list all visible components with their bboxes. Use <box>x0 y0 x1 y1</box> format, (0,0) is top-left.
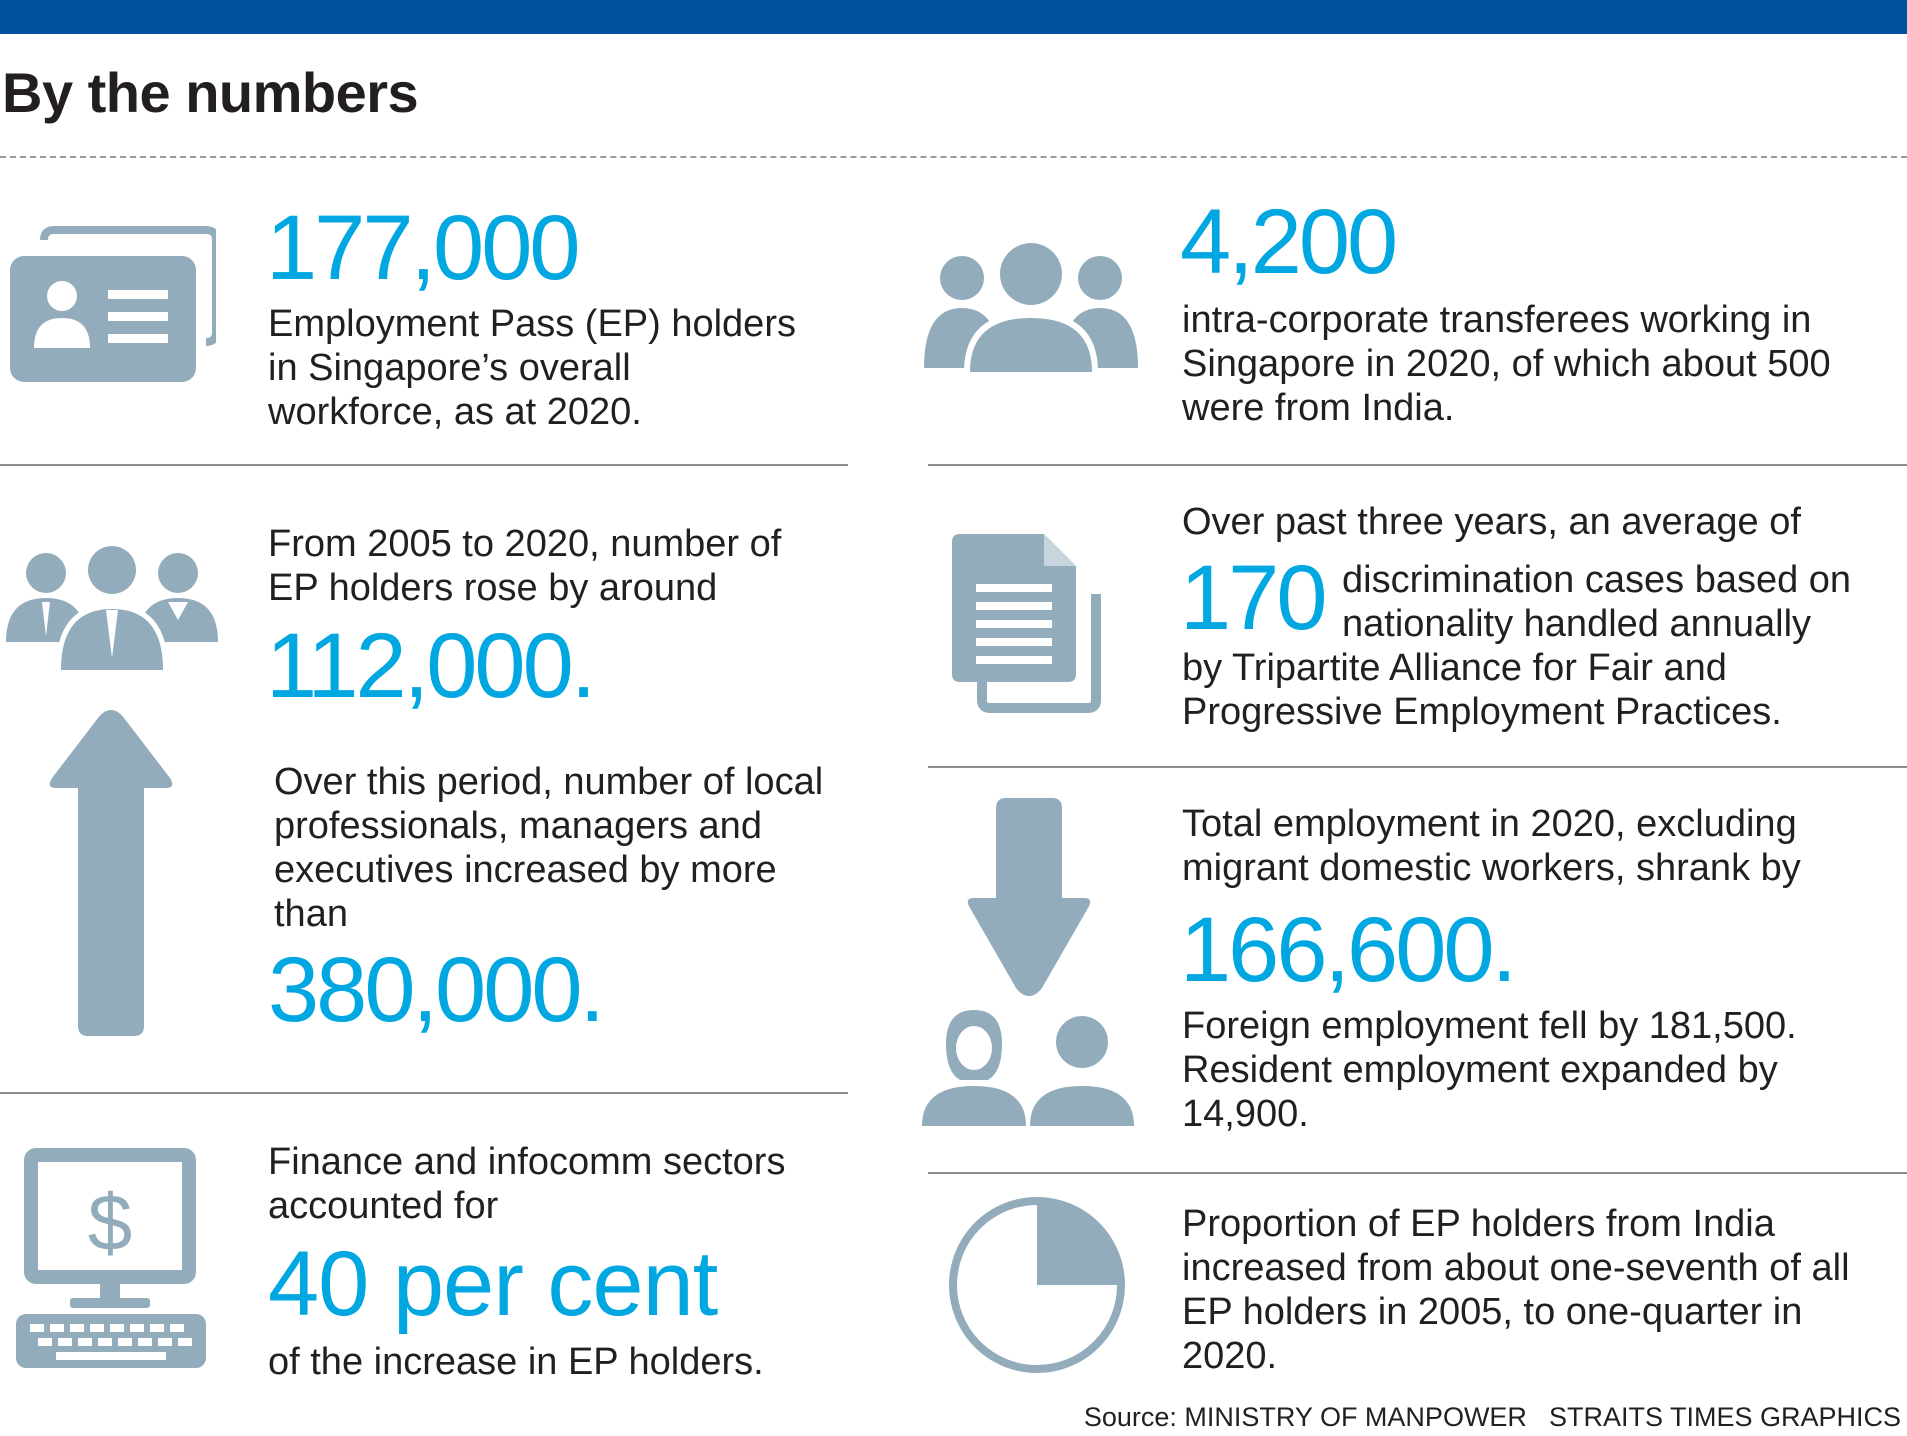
graphics-credit: STRAITS TIMES GRAPHICS <box>1548 1402 1901 1432</box>
divider <box>0 1092 848 1094</box>
stat-value: 112,000. <box>266 615 594 717</box>
documents-icon <box>952 534 1102 714</box>
stat-lead: Over this period, number of local professionals, managers and executives increased by more than <box>274 761 824 935</box>
top-bar <box>0 0 1907 34</box>
svg-text:$: $ <box>87 1178 133 1267</box>
stat-description: Employment Pass (EP) holders in Singapore’s overall workforce, as at 2020. <box>268 303 796 433</box>
stat-description: intra-corporate transferees working in Singapore in 2020, of which about 500 were from India. <box>1182 299 1831 429</box>
people-group-icon <box>924 238 1138 372</box>
business-people-icon <box>6 540 218 670</box>
stat-side-text: discrimination cases based on nationality handled annually <box>1342 559 1852 645</box>
stat-lead: From 2005 to 2020, number of EP holders rose by around <box>268 523 782 609</box>
stat-lead: Total employment in 2020, excluding migrant domestic workers, shrank by <box>1182 803 1801 889</box>
stat-value: 170 <box>1180 547 1325 649</box>
pie-quarter-icon <box>948 1196 1126 1374</box>
stat-description: by Tripartite Alliance for Fair and Progressive Employment Practices. <box>1182 647 1782 733</box>
divider <box>928 1172 1907 1174</box>
stat-value: 40 per cent <box>268 1233 718 1335</box>
divider <box>928 766 1907 768</box>
stat-lead: Finance and infocomm sectors accounted for <box>268 1141 786 1227</box>
divider <box>928 464 1907 466</box>
stat-description: of the increase in EP holders. <box>268 1341 764 1383</box>
stat-value: 380,000. <box>268 939 603 1041</box>
stat-description: Proportion of EP holders from India increased from about one-seventh of all EP holders in 2005, to one-quarter in 2020. <box>1182 1203 1850 1377</box>
computer-dollar-icon <box>16 1148 206 1368</box>
stat-description: Foreign employment fell by 181,500. Resident employment expanded by 14,900. <box>1182 1005 1797 1135</box>
two-people-icon <box>922 1008 1134 1126</box>
id-card-icon <box>10 226 216 382</box>
stat-value: 166,600. <box>1180 899 1515 1001</box>
source-credit <box>1084 1402 1901 1433</box>
arrow-down-icon <box>966 798 1092 998</box>
stat-value: 177,000 <box>266 197 578 299</box>
divider <box>0 464 848 466</box>
stat-lead: Over past three years, an average of <box>1182 501 1801 543</box>
stat-value: 4,200 <box>1180 191 1396 293</box>
arrow-up-icon <box>48 708 174 1036</box>
page-title: By the numbers <box>2 61 419 124</box>
title-divider <box>0 156 1907 158</box>
source-text: Source: MINISTRY OF MANPOWER <box>1083 1402 1527 1432</box>
